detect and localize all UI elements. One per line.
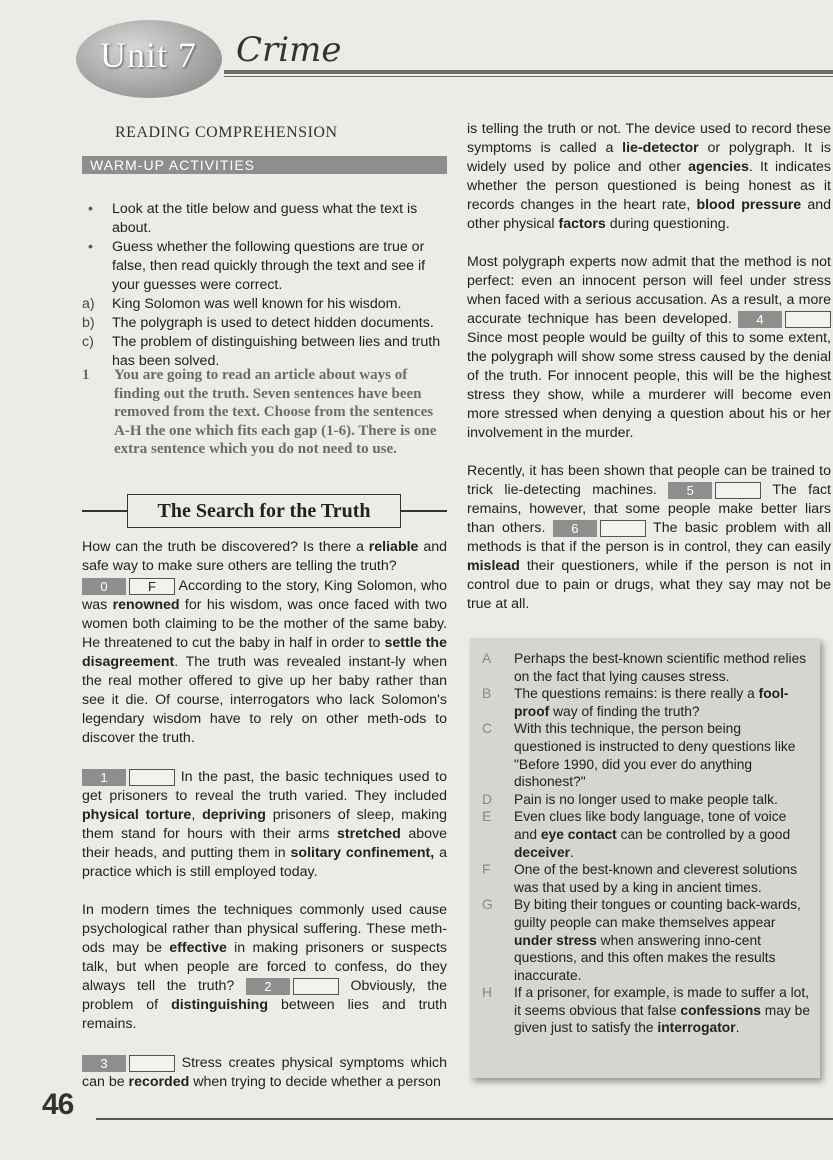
text: . The truth was revealed instant-ly when the real mother offered to give up her baby rather than see it die. Of course, interrogators who lack Solomon's legendary wisdom have to rely on other meth-ods to discover the truth. xyxy=(82,654,447,746)
article-paragraph xyxy=(467,120,831,234)
gap-4-answer[interactable] xyxy=(785,311,831,328)
option-f xyxy=(480,861,810,896)
key-word: reliable xyxy=(368,539,419,555)
statement-item xyxy=(82,314,447,333)
article-paragraph xyxy=(82,577,447,748)
key-word: recorded xyxy=(128,1074,190,1090)
key-word: interrogator xyxy=(657,1020,736,1036)
text: and safe way to make sure others are telling the truth? xyxy=(82,539,447,574)
text: According to the story, King Solomon, who was xyxy=(82,578,447,613)
text: Obviously, the problem of xyxy=(82,978,447,1013)
option-letter: D xyxy=(482,791,492,807)
warmup-label: WARM-UP ACTIVITIES xyxy=(90,157,256,173)
warmup-bullets xyxy=(82,200,447,295)
option-text: can be controlled by a good xyxy=(616,826,791,842)
footer-rule xyxy=(96,1118,833,1120)
gap-0-number: 0 xyxy=(82,578,126,595)
article-paragraph xyxy=(82,901,447,1034)
text: Stress creates physical symptoms which can be xyxy=(82,1055,447,1090)
key-word: blood pressure xyxy=(696,197,802,213)
statement-text: The polygraph is used to detect hidden documents. xyxy=(112,315,434,331)
gap-2-number: 2 xyxy=(246,978,290,995)
option-a xyxy=(480,650,810,685)
key-word: factors xyxy=(558,216,606,232)
key-word: agencies xyxy=(688,159,749,175)
article-paragraph xyxy=(467,462,831,614)
option-text: . xyxy=(735,1020,740,1036)
key-word: depriving xyxy=(202,807,266,823)
text: when trying to decide whether a person xyxy=(189,1074,441,1090)
unit-label: Unit 7 xyxy=(100,35,198,75)
gap-1-number: 1 xyxy=(82,769,126,786)
option-text: If a prisoner, for example, is made to suffer a lot, it seems obvious that false xyxy=(514,985,809,1018)
gap-6-number: 6 xyxy=(553,520,597,537)
key-word: settle the disagreement xyxy=(82,635,447,670)
gap-0-answer[interactable]: F xyxy=(129,578,175,595)
key-word: mislead xyxy=(467,558,520,574)
text: a practice which is still employed today. xyxy=(82,845,447,880)
option-text: when answering inno-cent questions, and this often makes the results inaccurate. xyxy=(514,932,776,983)
text: is telling the truth or not. The device used to record these symptoms is called a xyxy=(467,121,831,156)
text: In the past, the basic techniques used to get prisoners to reveal the truth varied. They included xyxy=(82,769,447,804)
article-paragraph xyxy=(82,1054,447,1092)
option-g xyxy=(480,896,810,984)
exercise-1 xyxy=(82,366,447,459)
true-false-statements xyxy=(82,295,447,371)
key-word: confessions xyxy=(680,1002,761,1018)
key-word: deceiver xyxy=(514,844,570,860)
unit-title: Crime xyxy=(236,30,342,70)
text: . It indicates whether the person questioned is being honest as it records changes in the heart rate, xyxy=(467,159,831,213)
text: In modern times the techniques commonly used cause psychological rather than physical suffering. These meth-ods may be xyxy=(82,902,447,956)
article-paragraph xyxy=(82,768,447,882)
option-d xyxy=(480,791,810,809)
option-text: Pain is no longer used to make people talk. xyxy=(514,791,778,807)
statement-text: The problem of distinguishing between lies and truth has been solved. xyxy=(112,334,441,369)
key-word: fool-proof xyxy=(514,686,789,719)
statement-item xyxy=(82,295,447,314)
article-right-column xyxy=(467,120,831,614)
statement-letter: b) xyxy=(82,315,95,331)
option-letter: A xyxy=(482,651,492,666)
gap-5-answer[interactable] xyxy=(715,482,761,499)
text: How can the truth be discovered? Is there a xyxy=(82,539,369,555)
header-rule-thin xyxy=(224,76,833,77)
option-letter: B xyxy=(482,686,492,702)
statement-letter: c) xyxy=(82,334,94,350)
header-rule xyxy=(224,70,833,74)
text: , xyxy=(191,807,203,823)
key-word: under stress xyxy=(514,932,597,948)
article-title: The Search for the Truth xyxy=(127,494,401,528)
text: their questioners, while if the person is not in control due to pain or drugs, what they say may not be true at all. xyxy=(467,558,831,612)
key-word: distinguishing xyxy=(171,997,269,1013)
text: or polygraph. It is widely used by police and other xyxy=(467,140,831,175)
statement-text: King Solomon was well known for his wisdom. xyxy=(112,296,402,312)
key-word: eye contact xyxy=(540,826,617,842)
gap-3-number: 3 xyxy=(82,1055,126,1072)
text: during questioning. xyxy=(605,216,730,232)
text: The fact remains, however, that some people make better liars than others. xyxy=(467,482,831,536)
exercise-number: 1 xyxy=(82,367,90,383)
text: prisoners of sleep, making them stand for hours with their arms xyxy=(82,807,447,842)
gap-6-answer[interactable] xyxy=(600,520,646,537)
statement-letter: a) xyxy=(82,296,95,312)
option-h xyxy=(480,984,810,1037)
text: above their heads, and putting them in xyxy=(82,826,447,861)
article-paragraph xyxy=(467,253,831,443)
option-text: way of finding the truth? xyxy=(549,703,700,719)
key-word: lie-detector xyxy=(622,140,699,156)
text: in making prisoners or suspects talk, but when people are forced to confess, do they always tell the truth? xyxy=(82,940,447,994)
key-word: stretched xyxy=(336,826,401,842)
option-text: Even clues like body language, tone of voice and xyxy=(514,809,787,842)
option-e xyxy=(480,808,810,861)
options-list xyxy=(480,650,810,1037)
warmup-bullet: • Guess whether the following questions are true or false, then read quickly through the text and see if your guesses were correct. xyxy=(82,238,447,295)
key-word: renowned xyxy=(112,597,180,613)
option-text: By biting their tongues or counting back-wards, guilty people can make themselves appear xyxy=(514,897,801,930)
text: and other physical xyxy=(467,197,831,232)
option-text: Perhaps the best-known scientific method relies on the fact that lying causes stress. xyxy=(514,651,807,684)
key-word: physical torture xyxy=(82,807,192,823)
gap-3-answer[interactable] xyxy=(129,1055,175,1072)
gap-4-number: 4 xyxy=(738,311,782,328)
exercise-instructions: You are going to read an article about ways of finding out the truth. Seven sentences have been removed from the text. Choose from the sentences A-H the one which fits each gap (1-6). There is one extra sentence which you do not need to use. xyxy=(114,367,437,457)
option-text: . xyxy=(570,844,574,860)
option-text: may be given just to satisfy the xyxy=(514,1002,811,1036)
article-paragraph xyxy=(82,538,447,576)
text: Most polygraph experts now admit that the method is not perfect: even an innocent person will feel under stress when faced with a serious accusation. As a result, a more accurate technique has been developed. xyxy=(467,254,831,327)
key-word: effective xyxy=(169,940,227,956)
gap-5-number: 5 xyxy=(668,482,712,499)
option-text: One of the best-known and cleverest solutions was that used by a king in ancient times. xyxy=(514,862,797,895)
gap-2-answer[interactable] xyxy=(293,978,339,995)
key-word: solitary confinement, xyxy=(290,845,435,861)
gap-1-answer[interactable] xyxy=(129,769,175,786)
option-letter: H xyxy=(482,985,492,1001)
text: for his wisdom, was once faced with two women both claiming to be the mother of the same baby. He threatened to cut the baby in half in order to xyxy=(82,597,448,651)
option-letter: C xyxy=(482,721,492,737)
page-number: 46 xyxy=(42,1088,74,1121)
article-left-column xyxy=(82,538,447,1092)
option-c xyxy=(480,720,810,790)
option-letter: F xyxy=(482,862,491,878)
text: Recently, it has been shown that people can be trained to trick lie-detecting machines. xyxy=(467,463,831,498)
text: Since most people would be guilty of this to some extent, the polygraph will show some stress caused by the denial of the truth. For innocent people, this will be the highest stress they show, while a murderer will become even more stressed when denying a question about his or her involvement in the murder. xyxy=(467,330,831,441)
warmup-content xyxy=(82,200,447,371)
option-text: The questions remains: is there really a xyxy=(514,686,759,702)
option-letter: G xyxy=(482,897,493,913)
text: The basic problem with all methods is that if the person is in control, they can easily xyxy=(467,520,832,555)
option-b xyxy=(480,685,810,720)
warmup-bullet: • Look at the title below and guess what the text is about. xyxy=(82,200,447,238)
option-letter: E xyxy=(482,809,492,825)
section-heading: READING COMPREHENSION xyxy=(115,124,338,141)
text: between lies and truth remains. xyxy=(82,997,447,1032)
option-text: With this technique, the person being questioned is instructed to deny questions like "Before 1990, did you ever do anything dishonest?" xyxy=(514,721,796,790)
